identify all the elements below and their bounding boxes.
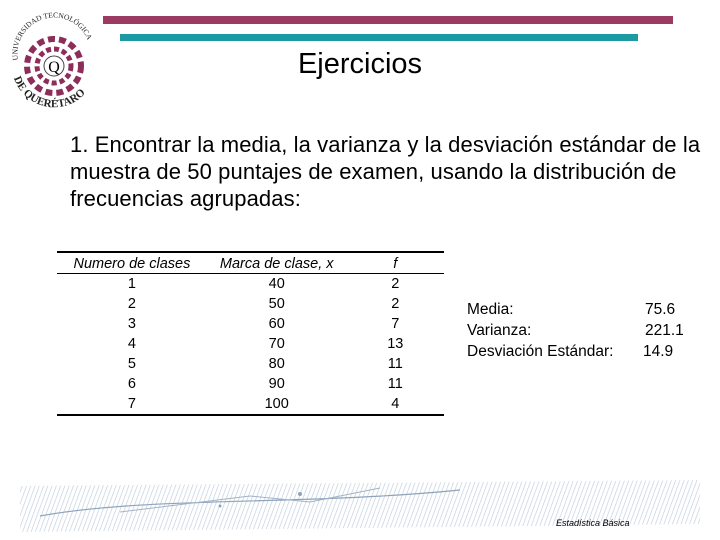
cell-marca: 40 xyxy=(268,276,285,292)
cell-frecuencia: 2 xyxy=(391,296,400,312)
cell-clase: 1 xyxy=(127,276,136,292)
cell-marca: 90 xyxy=(268,376,285,392)
footer-decoration xyxy=(0,476,720,540)
stat-varianza xyxy=(467,320,697,341)
svg-text:UNIVERSIDAD TECNOLÓGICA xyxy=(10,10,94,60)
cell-frecuencia: 4 xyxy=(347,394,444,415)
cell-clase: 2 xyxy=(127,296,136,312)
table-row xyxy=(57,354,444,374)
desviacion-label: Desviación Estándar: xyxy=(467,343,614,360)
table-row xyxy=(57,334,444,354)
logo-letter: Q xyxy=(48,59,60,76)
stat-media xyxy=(467,299,697,320)
cell-clase: 3 xyxy=(127,316,136,332)
problem-statement: 1. Encontrar la media, la varianza y la desviación estándar de la muestra de 50 puntajes de examen, usando la distribución de frecuencias agrupadas: xyxy=(70,132,701,211)
cell-frecuencia: 11 xyxy=(387,356,403,372)
slide-title: Ejercicios xyxy=(297,48,423,80)
cell-clase: 7 xyxy=(57,394,207,415)
cell-marca: 60 xyxy=(268,316,285,332)
footer-course-name: Estadística Básica xyxy=(556,518,630,528)
cell-frecuencia: 2 xyxy=(391,276,400,292)
cell-frecuencia: 13 xyxy=(387,336,404,352)
cell-marca: 80 xyxy=(268,356,285,372)
desviacion-value: 14.9 xyxy=(643,343,674,360)
media-value: 75.6 xyxy=(645,301,676,318)
table-header-row xyxy=(57,252,444,274)
cell-frecuencia: 11 xyxy=(387,376,403,392)
header-frecuencia: f xyxy=(347,252,444,274)
table-row xyxy=(57,294,444,314)
varianza-value: 221.1 xyxy=(645,322,684,339)
logo-bottom-text: DE QUERÉTARO xyxy=(11,74,88,111)
cell-clase: 5 xyxy=(127,356,136,372)
statistics-results xyxy=(467,299,697,362)
table-row xyxy=(57,314,444,334)
media-label: Media: xyxy=(467,301,514,318)
table-row xyxy=(57,374,444,394)
table-row xyxy=(57,274,444,295)
frequency-table xyxy=(57,251,444,416)
cell-marca: 70 xyxy=(268,336,285,352)
header-numero-clases: Numero de clases xyxy=(57,252,207,274)
varianza-label: Varianza: xyxy=(467,322,532,339)
table-row xyxy=(57,394,444,415)
cell-frecuencia: 7 xyxy=(391,316,400,332)
header-marca-clase: Marca de clase, x xyxy=(207,252,347,274)
stat-desviacion xyxy=(467,341,697,362)
cell-marca: 50 xyxy=(268,296,285,312)
cell-marca: 100 xyxy=(207,394,347,415)
logo-top-text: UNIVERSIDAD TECNOLÓGICA xyxy=(10,10,95,61)
university-logo xyxy=(8,8,100,112)
cell-clase: 4 xyxy=(127,336,136,352)
top-accent-bar xyxy=(103,16,673,24)
second-accent-bar xyxy=(120,34,638,41)
cell-clase: 6 xyxy=(127,376,136,392)
